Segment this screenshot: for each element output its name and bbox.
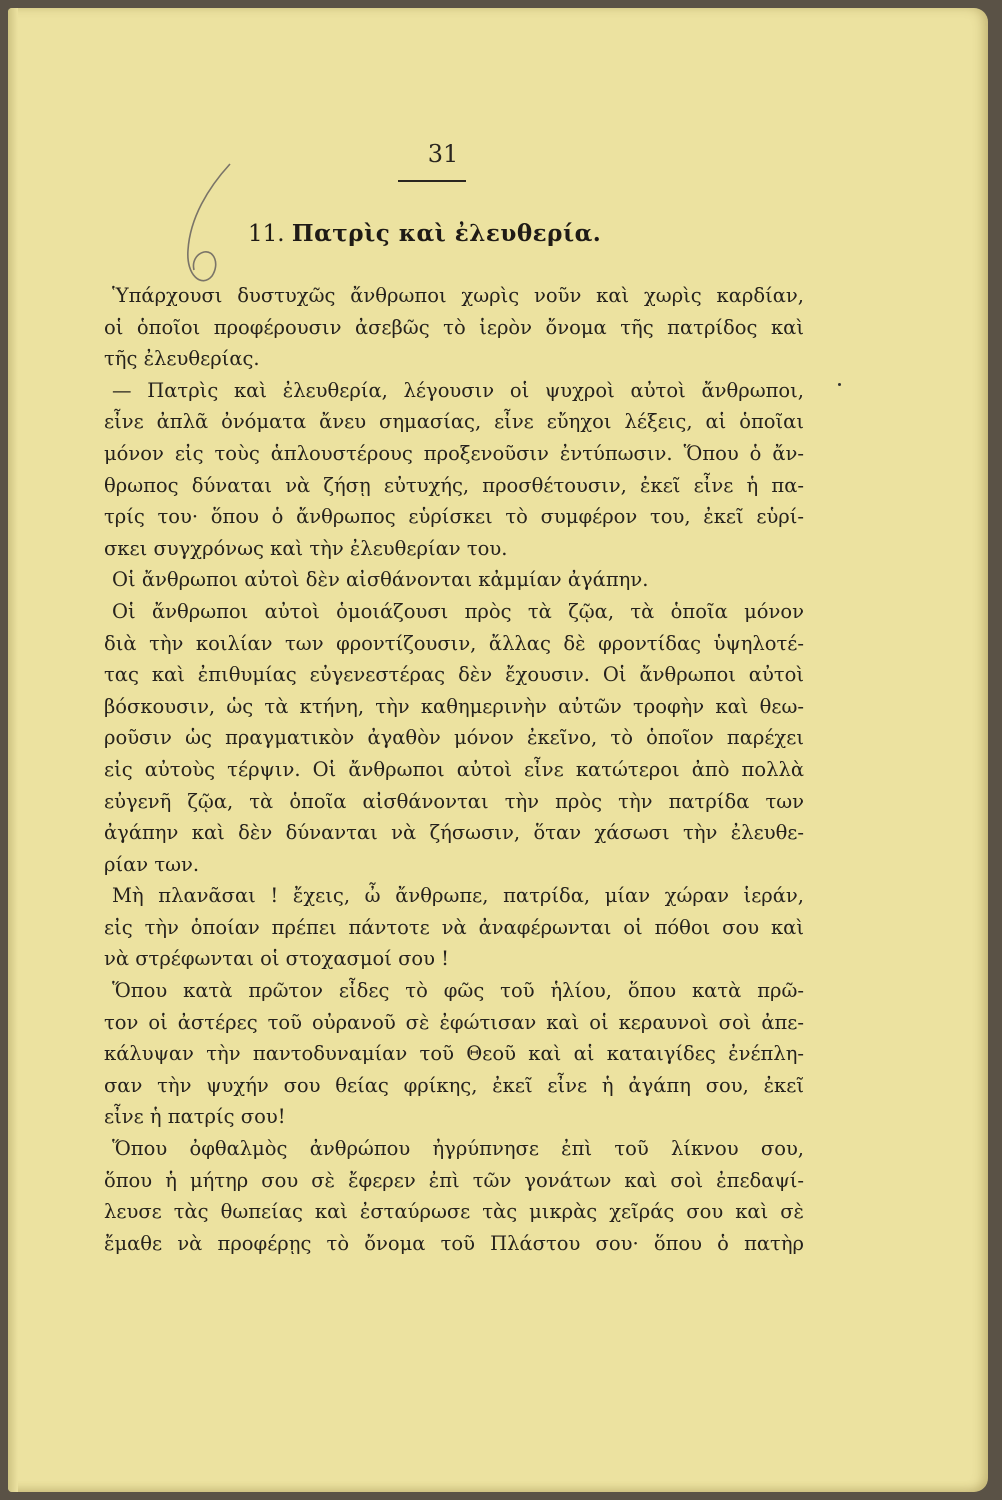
page-spine bbox=[8, 8, 18, 1492]
text-line: θρωπος δύναται νὰ ζήσῃ εὐτυχής, προσθέτουσιν, ἐκεῖ εἶνε ἡ πα- bbox=[104, 473, 804, 497]
text-line: τον οἱ ἀστέρες τοῦ οὐρανοῦ σὲ ἐφώτισαν καὶ οἱ κεραυνοὶ σοὶ ἀπε- bbox=[104, 1010, 804, 1034]
text-line: ἀγάπην καὶ δὲν δύνανται νὰ ζήσωσιν, ὅταν χάσωσι τὴν ἐλευθε- bbox=[104, 821, 804, 845]
text-line: εἶνε ἡ πατρίς σου! bbox=[104, 1105, 286, 1129]
text-line: Οἱ ἄνθρωποι αὐτοὶ δὲν αἰσθάνονται κἀμμίαν ἀγάπην. bbox=[112, 568, 649, 592]
text-line: εἰς αὐτοὺς τέρψιν. Οἱ ἄνθρωποι αὐτοὶ εἶνε κατώτεροι ἀπὸ πολλὰ bbox=[104, 757, 804, 781]
text-line: λευσε τὰς θωπείας καὶ ἐσταύρωσε τὰς μικρὰς χεῖράς σου καὶ σὲ bbox=[104, 1200, 804, 1224]
text-line: οἱ ὁποῖοι προφέρουσιν ἀσεβῶς τὸ ἱερὸν ὄνομα τῆς πατρίδος καὶ bbox=[104, 315, 804, 339]
text-line: ἔμαθε νὰ προφέρῃς τὸ ὄνομα τοῦ Πλάστου σου· ὅπου ὁ πατὴρ bbox=[104, 1231, 804, 1255]
text-line: τῆς ἐλευθερίας. bbox=[104, 347, 260, 371]
text-line: εὐγενῆ ζῷα, τὰ ὁποῖα αἰσθάνονται τὴν πρὸς τὴν πατρίδα των bbox=[104, 789, 804, 813]
text-line: νὰ στρέφωνται οἱ στοχασμοί σου ! bbox=[104, 947, 450, 971]
body-text bbox=[104, 280, 804, 1259]
text-line: εἰς τὴν ὁποίαν πρέπει πάντοτε νὰ ἀναφέρωνται οἱ πόθοι σου καὶ bbox=[104, 915, 804, 939]
ink-speck bbox=[838, 383, 841, 386]
book-page bbox=[8, 8, 988, 1492]
text-line: Μὴ πλανᾶσαι ! ἔχεις, ὦ ἄνθρωπε, πατρίδα, μίαν χώραν ἱεράν, bbox=[112, 884, 804, 908]
text-line: σκει συγχρόνως καὶ τὴν ἐλευθερίαν του. bbox=[104, 536, 508, 560]
text-line: εἶνε ἀπλᾶ ὀνόματα ἄνευ σημασίας, εἶνε εὔηχοι λέξεις, αἱ ὁποῖαι bbox=[104, 410, 804, 434]
page-number: 31 bbox=[427, 140, 459, 168]
section-number: 11. bbox=[248, 221, 285, 247]
page-number-rule bbox=[398, 180, 466, 182]
text-line: βόσκουσιν, ὡς τὰ κτήνη, τὴν καθημερινὴν αὐτῶν τροφὴν καὶ θεω- bbox=[104, 694, 804, 718]
text-line: διὰ τὴν κοιλίαν των φροντίζουσιν, ἄλλας δὲ φροντίδας ὑψηλοτέ- bbox=[104, 631, 804, 655]
text-line: — Πατρὶς καὶ ἐλευθερία, λέγουσιν οἱ ψυχροὶ αὐτοὶ ἄνθρωποι, bbox=[112, 378, 804, 402]
pencil-annotation bbox=[168, 158, 238, 298]
text-line: σαν τὴν ψυχήν σου θείας φρίκης, ἐκεῖ εἶνε ἡ ἀγάπη σου, ἐκεῖ bbox=[104, 1073, 804, 1097]
text-line: τρίς του· ὅπου ὁ ἄνθρωπος εὑρίσκει τὸ συμφέρον του, ἐκεῖ εὑρί- bbox=[104, 505, 804, 529]
text-line: κάλυψαν τὴν παντοδυναμίαν τοῦ Θεοῦ καὶ αἱ καταιγίδες ἐνέπλη- bbox=[104, 1042, 804, 1066]
text-line: Ὅπου κατὰ πρῶτον εἶδες τὸ φῶς τοῦ ἡλίου, ὅπου κατὰ πρῶ- bbox=[112, 979, 804, 1003]
text-line: μόνον εἰς τοὺς ἁπλουστέρους προξενοῦσιν ἐντύπωσιν. Ὅπου ὁ ἄν- bbox=[104, 441, 804, 465]
section-title: Πατρὶς καὶ ἐλευθερία. bbox=[291, 220, 602, 247]
text-line: τας καὶ ἐπιθυμίας εὐγενεστέρας δὲν ἔχουσιν. Οἱ ἄνθρωποι αὐτοὶ bbox=[104, 663, 804, 687]
section-heading bbox=[248, 220, 748, 247]
text-line: Οἱ ἄνθρωποι αὐτοὶ ὁμοιάζουσι πρὸς τὰ ζῷα, τὰ ὁποῖα μόνον bbox=[112, 599, 804, 623]
text-line: Ὅπου ὀφθαλμὸς ἀνθρώπου ἠγρύπνησε ἐπὶ τοῦ λίκνου σου, bbox=[112, 1137, 804, 1161]
text-line: ροῦσιν ὡς πραγματικὸν ἀγαθὸν μόνον ἐκεῖνο, τὸ ὁποῖον παρέχει bbox=[104, 726, 804, 750]
text-line: ρίαν των. bbox=[104, 852, 200, 876]
text-line: Ὑπάρχουσι δυστυχῶς ἄνθρωποι χωρὶς νοῦν καὶ χωρὶς καρδίαν, bbox=[112, 284, 804, 307]
text-line: ὅπου ἡ μήτηρ σου σὲ ἔφερεν ἐπὶ τῶν γονάτων καὶ σοὶ ἐπεδαψί- bbox=[104, 1168, 804, 1192]
